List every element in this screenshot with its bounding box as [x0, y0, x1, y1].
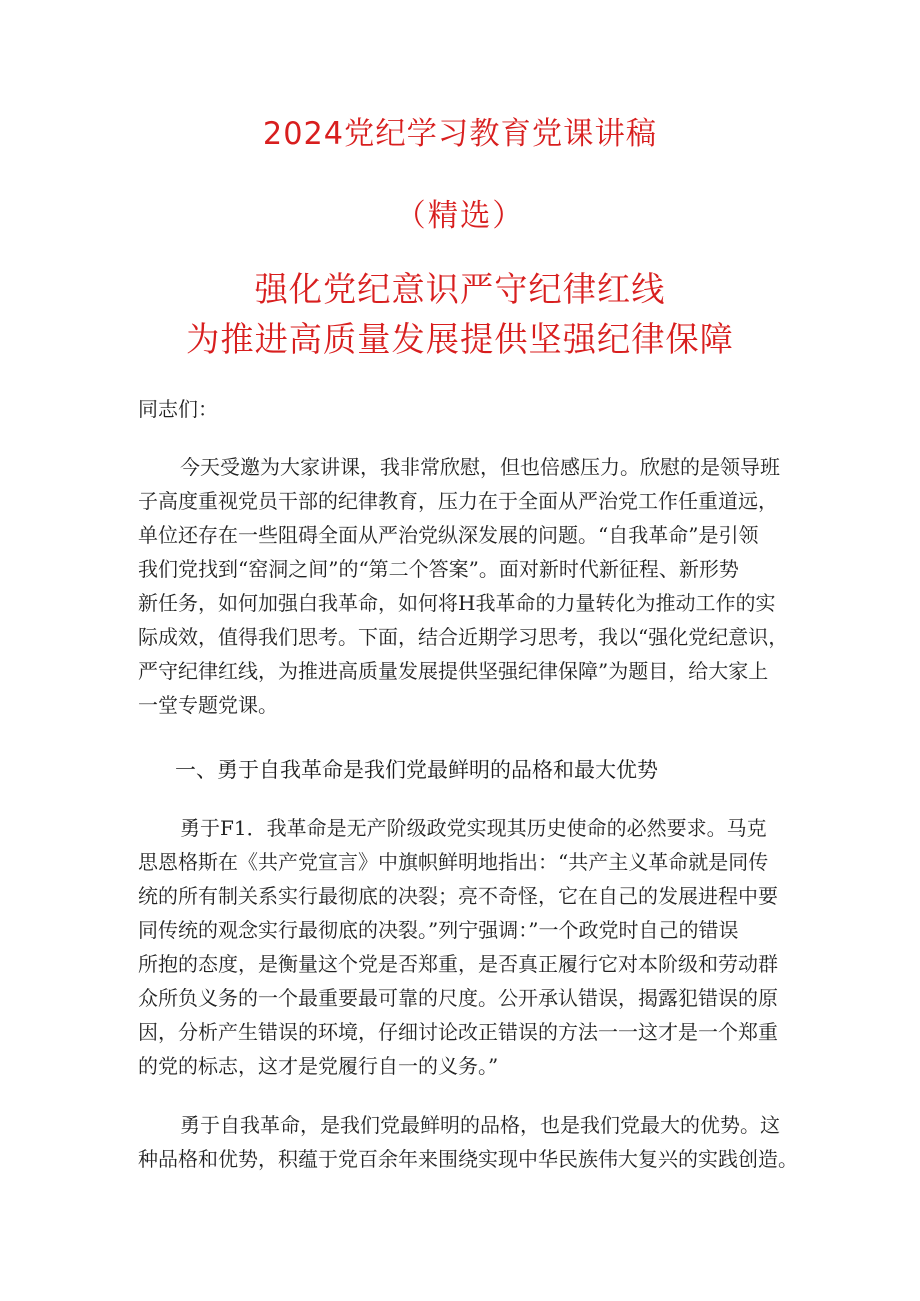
paragraph-line: 一堂专题党课。: [138, 693, 278, 717]
paragraph-line: 所抱的态度，是衡量这个党是否郑重，是否真正履行它对本阶级和劳动群: [138, 952, 778, 976]
section-heading: 一、勇于自我革命是我们党最鲜明的品格和最大优势: [175, 758, 658, 782]
document-title: 2024党纪学习教育党课讲稿: [262, 116, 658, 152]
lecture-title-line-1: 强化党纪意识严守纪律红线: [254, 270, 666, 310]
paragraph-line: 的党的标志，这才是党履行自一的义务。”: [138, 1054, 499, 1078]
paragraph-line: 种品格和优势，积蕴于党百余年来围绕实现中华民族伟大复兴的实践创造。: [138, 1147, 798, 1171]
paragraph-line: 我们党找到“窑洞之间”的“第二个答案”。面对新时代新征程、新形势: [138, 557, 739, 581]
paragraph-line: 严守纪律红线，为推进高质量发展提供坚强纪律保障”为题目，给大家上: [138, 659, 769, 683]
paragraph-line: 单位还存在一些阻碍全面从严治党纵深发展的问题。“自我革命”是引领: [138, 523, 759, 547]
paragraph-line: 子高度重视党员干部的纪律教育，压力在于全面从严治党工作任重道远，: [138, 489, 778, 513]
document-subtitle: （精选）: [395, 198, 525, 234]
paragraph-line: 思恩格斯在《共产党宣言》中旗帜鲜明地指出：“共产主义革命就是同传: [138, 850, 769, 874]
salutation: 同志们：: [138, 397, 218, 421]
paragraph-line: 勇于F1．我革命是无产阶级政党实现其历史使命的必然要求。马克: [180, 816, 767, 840]
paragraph-line: 因，分析产生错误的环境，仔细讨论改正错误的方法一一这才是一个郑重: [138, 1020, 778, 1044]
paragraph-line: 新任务，如何加强白我革命，如何将H我革命的力量转化为推动工作的实: [138, 591, 776, 615]
paragraph-line: 际成效，值得我们思考。下面，结合近期学习思考，我以“强化党纪意识，: [138, 625, 789, 649]
paragraph-line: 统的所有制关系实行最彻底的决裂；亮不奇怪，它在自己的发展进程中要: [138, 884, 778, 908]
lecture-title-line-2: 为推进高质量发展提供坚强纪律保障: [186, 320, 734, 360]
paragraph-line: 众所负义务的一个最重要最可靠的尺度。公开承认错误，揭露犯错误的原: [138, 986, 778, 1010]
paragraph-line: 同传统的观念实行最彻底的决裂。”列宁强调：”一个政党时自己的错误: [138, 918, 739, 942]
paragraph-line: 勇于自我革命，是我们党最鲜明的品格，也是我们党最大的优势。这: [180, 1113, 780, 1137]
paragraph-line: 今天受邀为大家讲课，我非常欣慰，但也倍感压力。欣慰的是领导班: [180, 455, 780, 479]
